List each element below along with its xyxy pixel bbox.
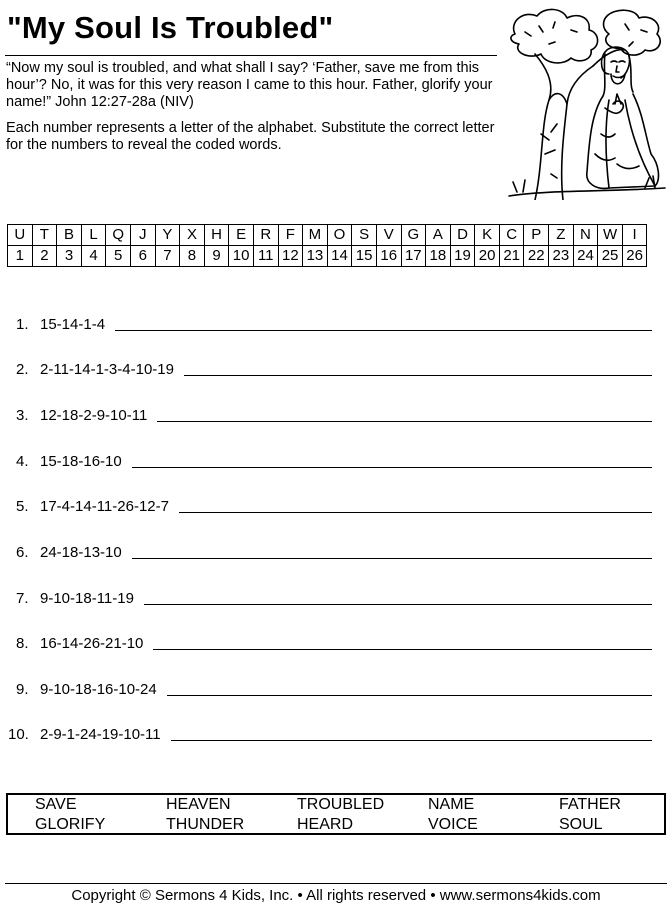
question-item — [16, 539, 652, 561]
cipher-number: 8 — [180, 246, 205, 267]
word-bank — [6, 793, 666, 835]
question-code: 2-11-14-1-3-4-10-19 — [40, 361, 174, 378]
word-bank-item: SOUL — [559, 816, 603, 833]
cipher-letter: U — [8, 225, 33, 246]
title-divider — [5, 55, 497, 56]
answer-line[interactable] — [153, 648, 652, 650]
question-item — [16, 311, 652, 333]
answer-line[interactable] — [167, 694, 652, 696]
cipher-number: 19 — [450, 246, 475, 267]
cipher-letter: H — [204, 225, 229, 246]
cipher-letter: B — [57, 225, 82, 246]
question-code: 9-10-18-11-19 — [40, 590, 134, 607]
answer-line[interactable] — [179, 511, 652, 513]
cipher-letter: P — [524, 225, 549, 246]
cipher-letter: K — [475, 225, 500, 246]
word-bank-item: GLORIFY — [35, 816, 106, 833]
cipher-letter: Y — [155, 225, 180, 246]
cipher-letter: I — [622, 225, 647, 246]
cipher-letter: R — [253, 225, 278, 246]
answer-line[interactable] — [171, 739, 652, 741]
cipher-number: 10 — [229, 246, 254, 267]
cipher-number: 13 — [303, 246, 328, 267]
cipher-number: 17 — [401, 246, 426, 267]
cipher-number: 23 — [549, 246, 574, 267]
cipher-number: 26 — [622, 246, 647, 267]
word-bank-item: TROUBLED — [297, 796, 385, 813]
question-number: 2. — [16, 361, 29, 378]
word-bank-item: SAVE — [35, 796, 77, 813]
word-bank-item: HEARD — [297, 816, 354, 833]
cipher-number: 3 — [57, 246, 82, 267]
question-number: 8. — [16, 635, 29, 652]
cipher-number: 4 — [81, 246, 106, 267]
cipher-letter: V — [376, 225, 401, 246]
cipher-letter: E — [229, 225, 254, 246]
cipher-number: 20 — [475, 246, 500, 267]
footer-divider — [5, 883, 667, 884]
question-code: 15-14-1-4 — [40, 316, 106, 333]
question-number: 5. — [16, 498, 29, 515]
cipher-letter: M — [303, 225, 328, 246]
cipher-number: 7 — [155, 246, 180, 267]
cipher-number: 24 — [573, 246, 598, 267]
word-bank-item: VOICE — [428, 816, 478, 833]
cipher-number: 18 — [426, 246, 451, 267]
cipher-letter: G — [401, 225, 426, 246]
cipher-number: 25 — [598, 246, 623, 267]
cipher-letter: A — [426, 225, 451, 246]
cipher-number: 9 — [204, 246, 229, 267]
question-code: 15-18-16-10 — [40, 453, 122, 470]
question-number: 7. — [16, 590, 29, 607]
question-item — [16, 402, 652, 424]
word-bank-item: THUNDER — [166, 816, 245, 833]
cipher-letters-row — [8, 225, 647, 246]
question-number: 3. — [16, 407, 29, 424]
cipher-letter: F — [278, 225, 303, 246]
question-item — [16, 676, 652, 698]
copyright-footer: Copyright © Sermons 4 Kids, Inc. • All rights reserved • www.sermons4kids.com — [71, 887, 601, 904]
cipher-letter: X — [180, 225, 205, 246]
question-number: 9. — [16, 681, 29, 698]
cipher-letter: Q — [106, 225, 131, 246]
cipher-number: 6 — [130, 246, 155, 267]
cipher-letter: W — [598, 225, 623, 246]
question-item — [16, 493, 652, 515]
question-number: 10. — [8, 726, 29, 743]
cipher-letter: D — [450, 225, 475, 246]
answer-line[interactable] — [115, 329, 652, 331]
answer-line[interactable] — [144, 603, 652, 605]
answer-line[interactable] — [157, 420, 652, 422]
question-number: 6. — [16, 544, 29, 561]
cipher-key-table — [7, 224, 647, 267]
cipher-number: 2 — [32, 246, 57, 267]
cipher-letter: O — [327, 225, 352, 246]
page-title: "My Soul Is Troubled" — [7, 10, 334, 45]
question-item — [8, 721, 652, 743]
cipher-number: 12 — [278, 246, 303, 267]
praying-jesus-illustration — [505, 4, 667, 200]
cipher-number: 22 — [524, 246, 549, 267]
question-number: 4. — [16, 453, 29, 470]
question-code: 24-18-13-10 — [40, 544, 122, 561]
cipher-number: 1 — [8, 246, 33, 267]
question-item — [16, 448, 652, 470]
cipher-letter: T — [32, 225, 57, 246]
question-number: 1. — [16, 316, 29, 333]
question-item — [16, 585, 652, 607]
scripture-quote: “Now my soul is troubled, and what shall I say? ‘Father, save me from this hour’? No, it was for this very reason I came to this hour. Father, glorify your name!” John 12:27-28a (NIV) — [6, 60, 493, 110]
question-code: 17-4-14-11-26-12-7 — [40, 498, 169, 515]
question-item — [16, 356, 652, 378]
cipher-number: 21 — [499, 246, 524, 267]
cipher-letter: L — [81, 225, 106, 246]
cipher-number: 5 — [106, 246, 131, 267]
cipher-number: 14 — [327, 246, 352, 267]
cipher-letter: J — [130, 225, 155, 246]
question-item — [16, 630, 652, 652]
answer-line[interactable] — [184, 374, 652, 376]
word-bank-item: NAME — [428, 796, 475, 813]
question-code: 2-9-1-24-19-10-11 — [40, 726, 161, 743]
word-bank-item: HEAVEN — [166, 796, 231, 813]
question-code: 12-18-2-9-10-11 — [40, 407, 148, 424]
cipher-numbers-row — [8, 246, 647, 267]
answer-line[interactable] — [132, 466, 652, 468]
instructions: Each number represents a letter of the alphabet. Substitute the correct letter for the numbers to reveal the coded words. — [6, 120, 495, 153]
cipher-number: 15 — [352, 246, 377, 267]
answer-line[interactable] — [132, 557, 652, 559]
cipher-letter: Z — [549, 225, 574, 246]
cipher-number: 11 — [253, 246, 278, 267]
question-code: 9-10-18-16-10-24 — [40, 681, 157, 698]
cipher-letter: S — [352, 225, 377, 246]
word-bank-item: FATHER — [559, 796, 621, 813]
cipher-letter: C — [499, 225, 524, 246]
cipher-letter: N — [573, 225, 598, 246]
question-code: 16-14-26-21-10 — [40, 635, 144, 652]
cipher-number: 16 — [376, 246, 401, 267]
